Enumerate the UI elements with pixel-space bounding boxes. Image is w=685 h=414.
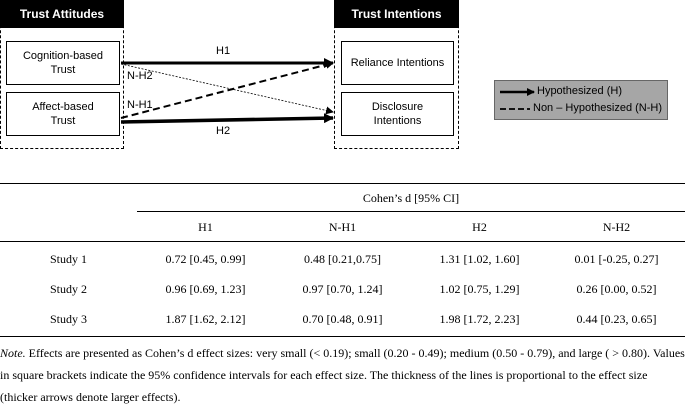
cell-study2-nh1: 0.97 [0.70, 1.24]: [302, 282, 383, 296]
trust-intentions-header: Trust Intentions: [334, 0, 459, 28]
cell-study3-nh1: 0.70 [0.48, 0.91]: [302, 312, 383, 326]
row-label-study-2: Study 2: [49, 282, 87, 296]
affect-based-trust-label: Affect-based Trust: [32, 101, 94, 127]
disclosure-intentions-label: Disclosure Intentions: [371, 101, 424, 127]
cell-study1-nh1: 0.48 [0.21,0.75]: [304, 252, 381, 266]
label-nh1: N-H1: [127, 99, 153, 111]
cell-study1-h2: 1.31 [1.02, 1.60]: [439, 252, 520, 266]
cell-study1-nh2: 0.01 [-0.25, 0.27]: [574, 252, 659, 266]
label-h2: H2: [216, 125, 231, 137]
table-title: Cohen’s d [95% CI]: [362, 191, 460, 205]
table-title-rule: [137, 211, 685, 212]
cell-study2-h1: 0.96 [0.69, 1.23]: [165, 282, 246, 296]
column-header-nh1: N-H1: [328, 220, 357, 234]
legend-hypothesized: Hypothesized (H): [537, 85, 622, 97]
note-text: Effects are presented as Cohen’s d effect sizes: very small (< 0.19); small (0.20 - 0.49); medium (0.50 - 0.79), and large ( > 0.80). Values in square brackets indicate the 95% confidence intervals for each effect size. The thickness of the lines is proportional to the effect size (thicker arrows denote larger effects).: [0, 346, 685, 404]
reliance-intentions-label: Reliance Intentions: [350, 57, 445, 69]
row-label-study-1: Study 1: [49, 252, 87, 266]
header-rule: [0, 241, 685, 242]
cell-study3-h2: 1.98 [1.72, 2.23]: [439, 312, 520, 326]
column-header-h2: H2: [472, 220, 487, 234]
table-bottom-rule: [0, 336, 685, 337]
row-label-study-3: Study 3: [49, 312, 87, 326]
trust-attitudes-header: Trust Attitudes: [0, 0, 124, 28]
note-prefix: Note.: [0, 346, 26, 360]
column-header-nh2: N-H2: [602, 220, 631, 234]
cell-study2-nh2: 0.26 [0.00, 0.52]: [576, 282, 657, 296]
cell-study1-h1: 0.72 [0.45, 0.99]: [165, 252, 246, 266]
arrow-nh2: [121, 64, 333, 112]
legend-non-hypothesized: Non – Hypothesized (N-H): [533, 102, 662, 114]
label-h1: H1: [216, 45, 231, 57]
arrow-h2: [121, 118, 333, 122]
table-top-rule: [0, 183, 685, 184]
table-note: [0, 342, 685, 408]
cognition-based-trust-label: Cognition-based Trust: [22, 50, 104, 76]
cell-study3-h1: 1.87 [1.62, 2.12]: [165, 312, 246, 326]
label-nh2: N-H2: [127, 70, 153, 82]
column-header-h1: H1: [198, 220, 213, 234]
cell-study2-h2: 1.02 [0.75, 1.29]: [439, 282, 520, 296]
cell-study3-nh2: 0.44 [0.23, 0.65]: [576, 312, 657, 326]
